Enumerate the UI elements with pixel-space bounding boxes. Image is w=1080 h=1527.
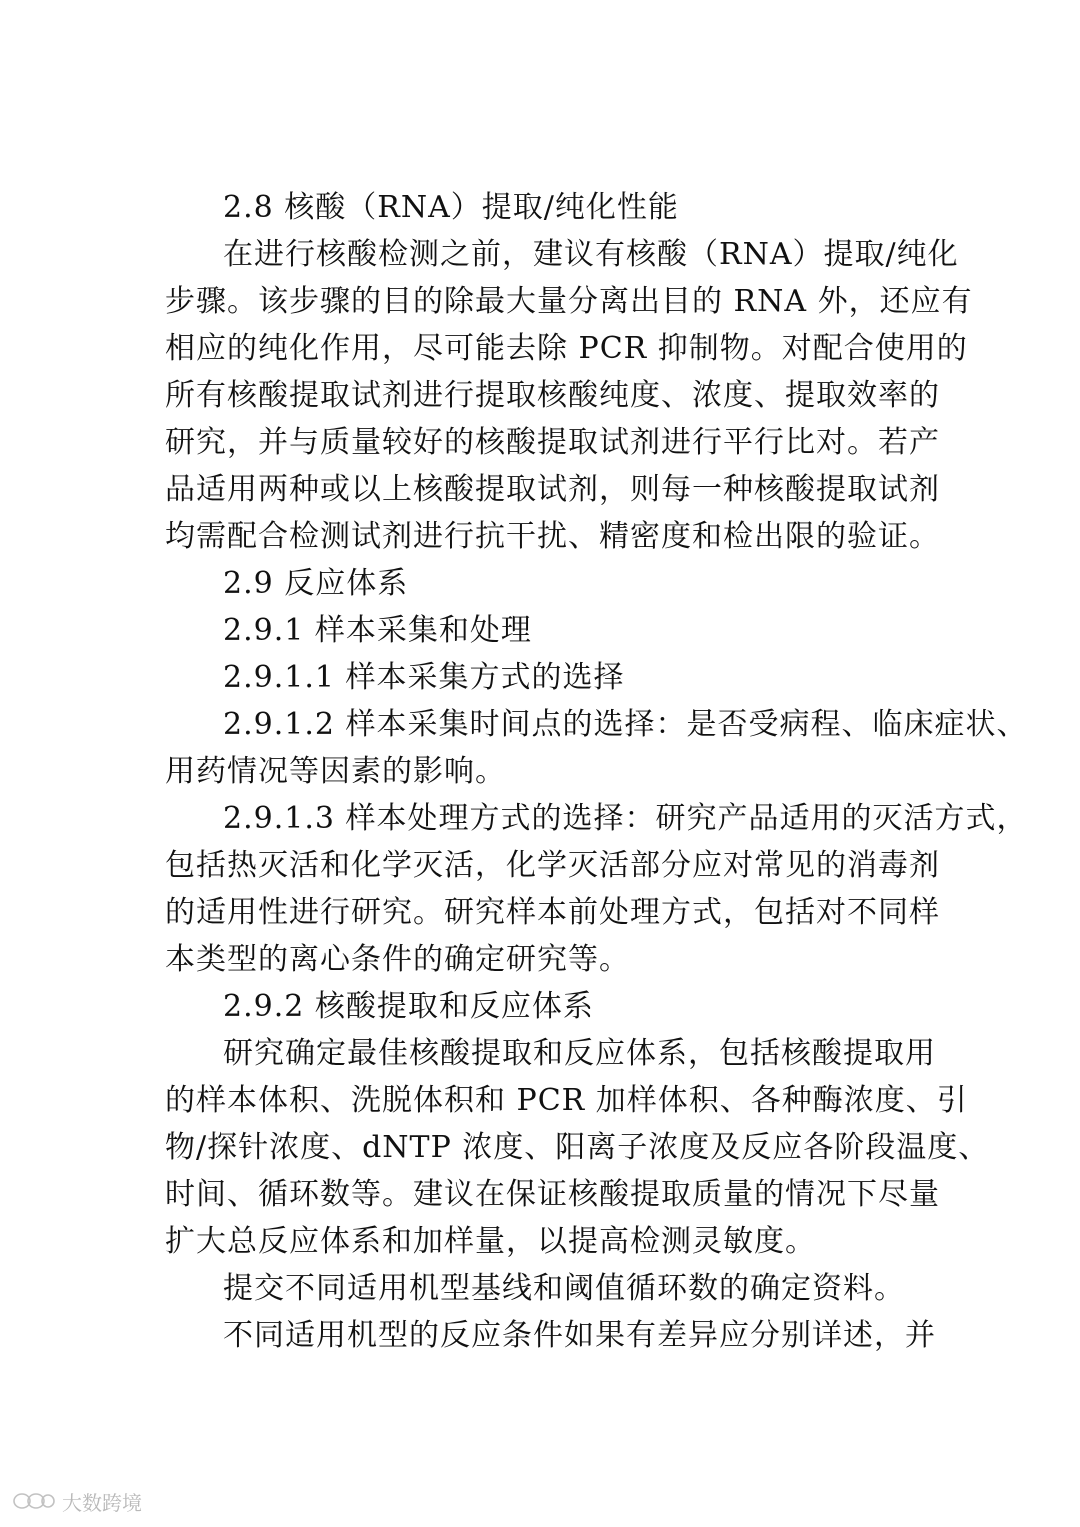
text-line: 所有核酸提取试剂进行提取核酸纯度、浓度、提取效率的 bbox=[165, 378, 940, 413]
text-line: 在进行核酸检测之前，建议有核酸（RNA）提取/纯化 bbox=[223, 237, 959, 272]
text-line: 2.9.1.1 样本采集方式的选择 bbox=[223, 660, 625, 695]
text-line: 2.9.1.3 样本处理方式的选择：研究产品适用的灭活方式， bbox=[223, 801, 1028, 836]
text-line: 包括热灭活和化学灭活，化学灭活部分应对常见的消毒剂 bbox=[165, 848, 940, 883]
text-line: 研究，并与质量较好的核酸提取试剂进行平行比对。若产 bbox=[165, 425, 940, 460]
wechat-logo-icon bbox=[12, 1490, 56, 1512]
text-line: 本类型的离心条件的确定研究等。 bbox=[165, 942, 630, 977]
watermark bbox=[12, 1488, 142, 1514]
document-body bbox=[165, 184, 1028, 1359]
text-line: 2.8 核酸（RNA）提取/纯化性能 bbox=[223, 190, 679, 225]
text-line: 提交不同适用机型基线和阈值循环数的确定资料。 bbox=[223, 1271, 905, 1306]
text-line: 步骤。该步骤的目的除最大量分离出目的 RNA 外，还应有 bbox=[165, 284, 973, 319]
watermark-text: 大数跨境 bbox=[62, 1490, 142, 1515]
text-line: 研究确定最佳核酸提取和反应体系，包括核酸提取用 bbox=[223, 1036, 936, 1071]
text-line: 品适用两种或以上核酸提取试剂，则每一种核酸提取试剂 bbox=[165, 472, 940, 507]
text-line: 相应的纯化作用，尽可能去除 PCR 抑制物。对配合使用的 bbox=[165, 331, 968, 366]
text-line: 时间、循环数等。建议在保证核酸提取质量的情况下尽量 bbox=[165, 1177, 940, 1212]
text-line: 的样本体积、洗脱体积和 PCR 加样体积、各种酶浓度、引 bbox=[165, 1083, 968, 1118]
text-line: 2.9.1.2 样本采集时间点的选择：是否受病程、临床症状、 bbox=[223, 707, 1028, 742]
text-line: 2.9.2 核酸提取和反应体系 bbox=[223, 989, 594, 1024]
text-line: 扩大总反应体系和加样量，以提高检测灵敏度。 bbox=[165, 1224, 816, 1259]
text-line: 2.9.1 样本采集和处理 bbox=[223, 613, 532, 648]
text-line: 用药情况等因素的影响。 bbox=[165, 754, 506, 789]
text-line: 的适用性进行研究。研究样本前处理方式，包括对不同样 bbox=[165, 895, 940, 930]
text-line: 2.9 反应体系 bbox=[223, 566, 409, 601]
text-line: 物/探针浓度、dNTP 浓度、阳离子浓度及反应各阶段温度、 bbox=[165, 1130, 990, 1165]
text-line: 不同适用机型的反应条件如果有差异应分别详述，并 bbox=[223, 1318, 936, 1353]
text-line: 均需配合检测试剂进行抗干扰、精密度和检出限的验证。 bbox=[165, 519, 940, 554]
